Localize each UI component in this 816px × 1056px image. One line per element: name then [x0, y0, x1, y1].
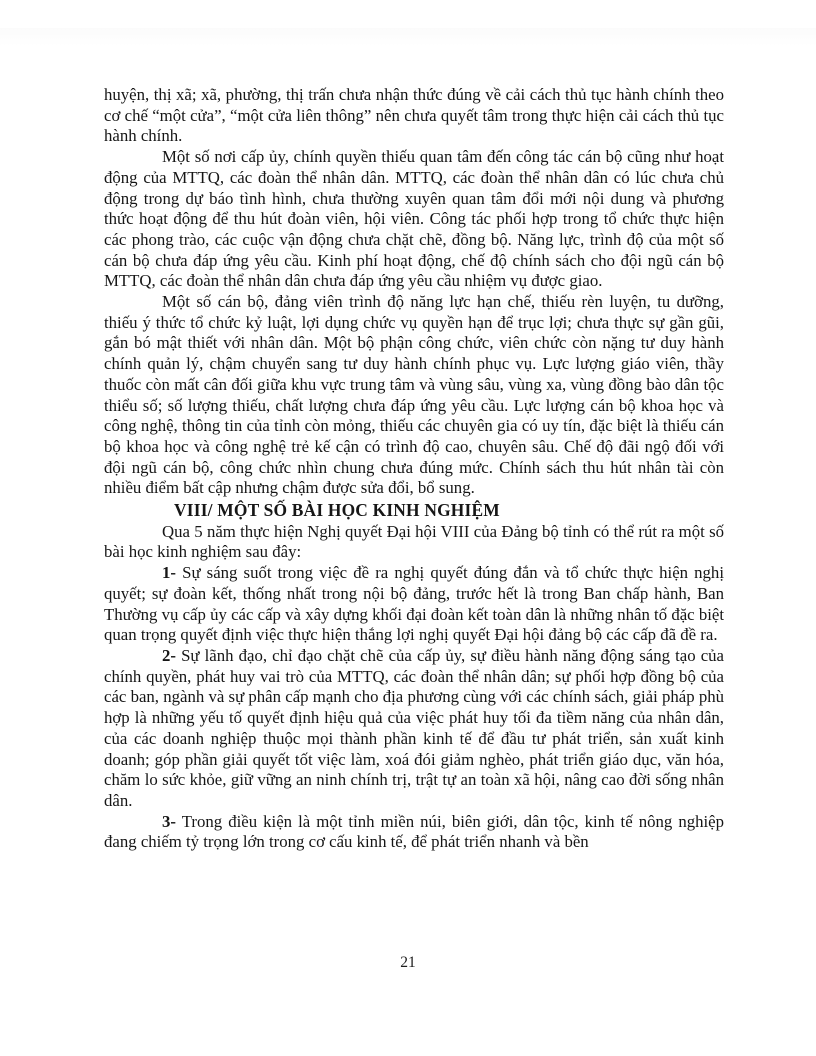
scan-edge-shading [0, 28, 816, 46]
paragraph-text: Sự lãnh đạo, chỉ đạo chặt chẽ của cấp ủy, sự điều hành năng động sáng tạo của chính quyền, phát huy vai trò của MTTQ, các đoàn thể nhân dân; sự phối hợp đồng bộ của các ban, ngành và sự phân cấp mạnh cho địa phương cùng với các chính sách, giải pháp phù hợp là những yếu tố quyết định hiệu quả của việc phát huy tối đa tiềm năng của nhân dân, của các doanh nghiệp thuộc mọi thành phần kinh tế để đầu tư phát triển, sản xuất kinh doanh; góp phần giải quyết tốt việc làm, xoá đói giảm nghèo, phát triển giáo dục, văn hóa, chăm lo sức khỏe, giữ vững an ninh chính trị, trật tự an toàn xã hội, nâng cao đời sống nhân dân. [104, 645, 724, 810]
numbered-paragraph [104, 812, 724, 853]
paragraph-text: Sự sáng suốt trong việc đề ra nghị quyết đúng đắn và tổ chức thực hiện nghị quyết; sự đoàn kết, thống nhất trong nội bộ đảng, trước hết là trong Ban chấp hành, Ban Thường vụ cấp ủy các cấp và xây dựng khối đại đoàn kết toàn dân là những nhân tố đặc biệt quan trọng quyết định việc thực hiện thắng lợi nghị quyết Đại hội đảng bộ các cấp đã đề ra. [104, 563, 724, 645]
paragraph-text: Trong điều kiện là một tỉnh miền núi, biên giới, dân tộc, kinh tế nông nghiệp đang chiếm tỷ trọng lớn trong cơ cấu kinh tế, để phát triển nhanh và bền [104, 811, 724, 852]
list-number: 2- [162, 645, 176, 665]
numbered-paragraph [104, 563, 724, 646]
list-number: 3- [162, 811, 176, 831]
paragraph: Một số cán bộ, đảng viên trình độ năng lực hạn chế, thiếu rèn luyện, tu dưỡng, thiếu ý thức tổ chức kỷ luật, lợi dụng chức vụ quyền hạn để trục lợi; chưa thực sự gần gũi, gắn bó mật thiết với nhân dân. Một bộ phận công chức, viên chức còn nặng tư duy hành chính quản lý, chậm chuyển sang tư duy hành chính phục vụ. Lực lượng giáo viên, thầy thuốc còn mất cân đối giữa khu vực trung tâm và vùng sâu, vùng xa, vùng đồng bào dân tộc thiểu số; số lượng thiếu, chất lượng chưa đáp ứng yêu cầu. Lực lượng cán bộ khoa học và công nghệ, thông tin của tỉnh còn mỏng, thiếu các chuyên gia có uy tín, đặc biệt là thiếu cán bộ khoa học và công nghệ trẻ kế cận có trình độ cao, chuyên sâu. Chế độ đãi ngộ đối với đội ngũ cán bộ, công chức nhìn chung chưa đúng mức. Chính sách thu hút nhân tài còn nhiều điểm bất cập nhưng chậm được sửa đổi, bổ sung. [104, 292, 724, 498]
page-number: 21 [400, 954, 416, 971]
list-number: 1- [162, 563, 176, 583]
numbered-paragraph [104, 646, 724, 812]
paragraph-continuation: huyện, thị xã; xã, phường, thị trấn chưa nhận thức đúng về cải cách thủ tục hành chính theo cơ chế “một cửa”, “một cửa liên thông” nên chưa quyết tâm trong thực hiện cải cách thủ tục hành chính. [104, 85, 724, 146]
text-column [104, 85, 724, 853]
paragraph: Một số nơi cấp ủy, chính quyền thiếu quan tâm đến công tác cán bộ cũng như hoạt động của MTTQ, các đoàn thể nhân dân. MTTQ, các đoàn thể nhân dân có lúc chưa chủ động trong dự báo tình hình, chưa thường xuyên quan tâm đổi mới nội dung và phương thức hoạt động để thu hút đoàn viên, hội viên. Công tác phối hợp trong tổ chức thực hiện các phong trào, các cuộc vận động chưa chặt chẽ, đồng bộ. Năng lực, trình độ của một số cán bộ chưa đáp ứng yêu cầu. Kinh phí hoạt động, chế độ chính sách cho đội ngũ cán bộ MTTQ, các đoàn thể nhân dân chưa đáp ứng yêu cầu nhiệm vụ được giao. [104, 147, 724, 291]
section-heading: VIII/ MỘT SỐ BÀI HỌC KINH NGHIỆM [174, 500, 500, 521]
paragraph: Qua 5 năm thực hiện Nghị quyết Đại hội VIII của Đảng bộ tỉnh có thể rút ra một số bài học kinh nghiệm sau đây: [104, 521, 724, 562]
